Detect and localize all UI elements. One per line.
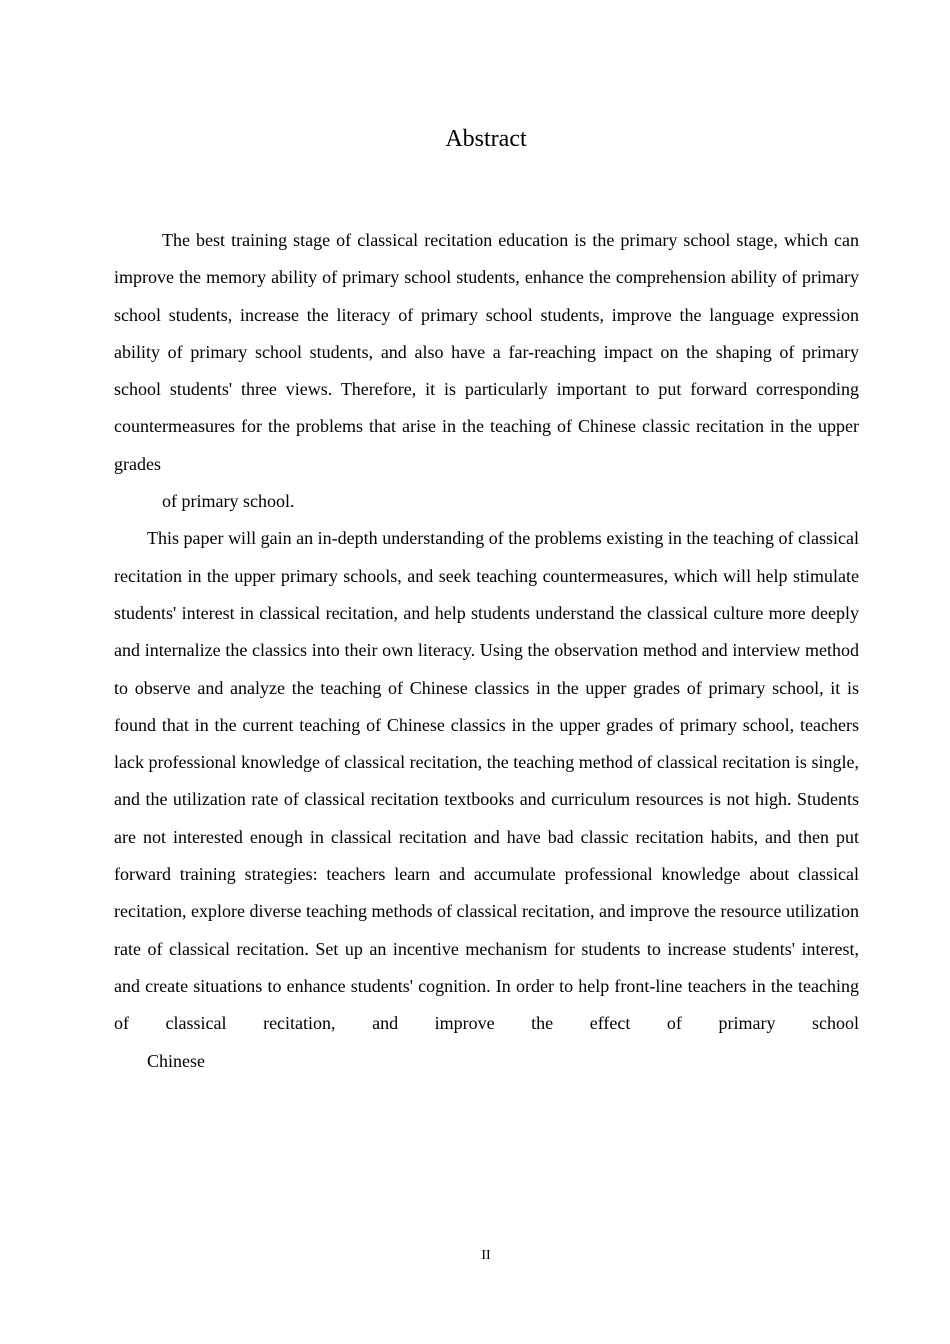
paragraph-line: and curriculum resources is not high. Students are not interested enough in classical <box>114 789 859 847</box>
paragraph-line: the problems that arise in the teaching of Chinese classic recitation in the upper grades <box>114 416 859 474</box>
paragraph-line: school, teachers lack professional knowledge of classical recitation, the teaching method <box>114 714 859 773</box>
abstract-paragraph-1 <box>114 222 859 520</box>
abstract-body <box>114 222 859 1080</box>
paragraph-line: found that in the current teaching of Chinese classics in the upper grades of primary <box>114 714 743 735</box>
paragraph-last-line: of primary school. <box>162 491 295 512</box>
paragraph-line: The best training stage of classical recitation education is the primary school stage, <box>162 230 784 250</box>
paragraph-line: This paper will gain an in-depth understanding of the problems existing in the <box>147 528 713 549</box>
abstract-paragraph-2 <box>114 520 859 1079</box>
paragraph-line: help students understand the classical culture more deeply and internalize the classics into <box>114 602 859 661</box>
paragraph-line: which can improve the memory ability of primary school students, enhance the <box>114 230 860 288</box>
paragraph-last-line: Chinese <box>147 1050 205 1071</box>
paragraph-line: analyze the teaching of Chinese classics in the upper grades of primary school, it is <box>230 677 860 698</box>
paragraph-line: teachers in the teaching of classical recitation, and improve the effect of primary school <box>114 975 859 1034</box>
paragraph-line: have a far-reaching impact on the shaping of primary school students' three views. <box>114 341 860 400</box>
paragraph-line: students, improve the language expression ability of primary school students, and also <box>114 304 859 362</box>
paragraph-line: of classical recitation. Set up an incentive mechanism for students to increase students' <box>147 938 802 959</box>
paragraph-line: their own literacy. Using the observation method and interview method to observe and <box>114 640 860 698</box>
page-title: Abstract <box>445 126 527 152</box>
paragraph-line: Therefore, it is particularly important to put forward corresponding countermeasures for <box>114 379 859 437</box>
paragraph-line: diverse teaching methods of classical recitation, and improve the resource utilization rate <box>114 901 859 959</box>
paragraph-line: recitation and have bad classic recitation habits, and then put forward training strategies: <box>114 826 859 885</box>
paragraph-line: comprehension ability of primary school students, increase the literacy of primary school <box>114 267 860 325</box>
paragraph-line: countermeasures, which will help stimulate students' interest in classical recitation, and <box>114 565 859 623</box>
paragraph-line: of classical recitation is single, and the utilization rate of classical recitation textbooks <box>114 752 859 810</box>
paragraph-line: teaching of classical recitation in the upper primary schools, and seek teaching <box>114 528 859 586</box>
page-number: II <box>481 1248 491 1263</box>
paragraph-line: interest, and create situations to enhance students' cognition. In order to help front-line <box>114 938 859 996</box>
paragraph-line: teachers learn and accumulate professional knowledge about classical recitation, explore <box>114 864 859 922</box>
